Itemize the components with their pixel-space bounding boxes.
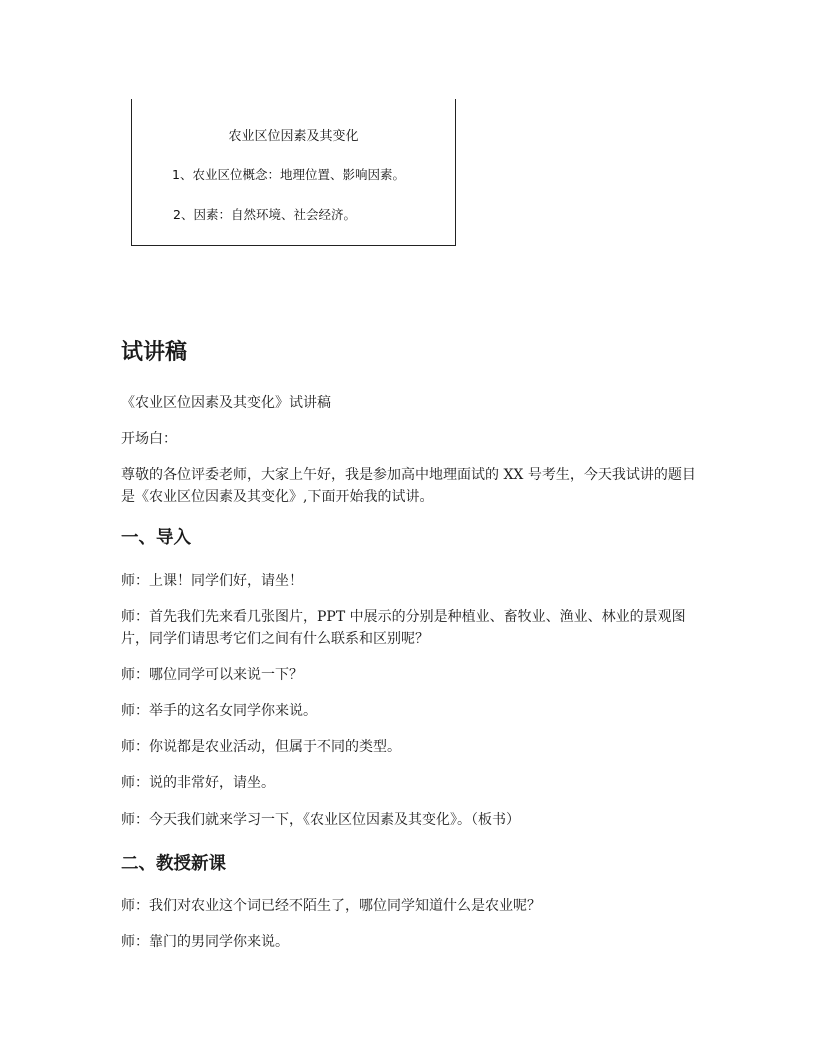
board-line-1: 1、农业区位概念：地理位置、影响因素。 [172, 167, 405, 182]
paragraph: 师：你说都是农业活动，但属于不同的类型。 [121, 739, 401, 755]
paragraph: 师：说的非常好，请坐。 [121, 775, 275, 791]
opening-label: 开场白： [121, 431, 177, 447]
paragraph: 师：举手的这名女同学你来说。 [121, 703, 317, 719]
blackboard-summary-box [131, 99, 456, 246]
board-line-2: 2、因素：自然环境、社会经济。 [173, 207, 356, 222]
paragraph: 师：哪位同学可以来说一下？ [121, 667, 303, 683]
document-subtitle: 《农业区位因素及其变化》试讲稿 [121, 395, 331, 411]
paragraph: 师：上课！同学们好，请坐！ [121, 573, 303, 589]
paragraph: 师：首先我们先来看几张图片，PPT 中展示的分别是种植业、畜牧业、渔业、林业的景观图片，同学们请思考它们之间有什么联系和区别呢？ [121, 609, 686, 647]
section-2-heading: 二、教授新课 [121, 854, 226, 874]
document-heading: 试讲稿 [121, 340, 188, 365]
section-1-heading: 一、导入 [121, 528, 191, 548]
board-title: 农业区位因素及其变化 [228, 129, 359, 144]
paragraph: 师：今天我们就来学习一下，《农业区位因素及其变化》。（板书） [121, 812, 520, 828]
paragraph: 师：靠门的男同学你来说。 [121, 934, 289, 950]
paragraph: 师：我们对农业这个词已经不陌生了，哪位同学知道什么是农业呢？ [121, 898, 541, 914]
opening-paragraph: 尊敬的各位评委老师，大家上午好，我是参加高中地理面试的 XX 号考生，今天我试讲的题目是《农业区位因素及其变化》,下面开始我的试讲。 [121, 467, 696, 505]
